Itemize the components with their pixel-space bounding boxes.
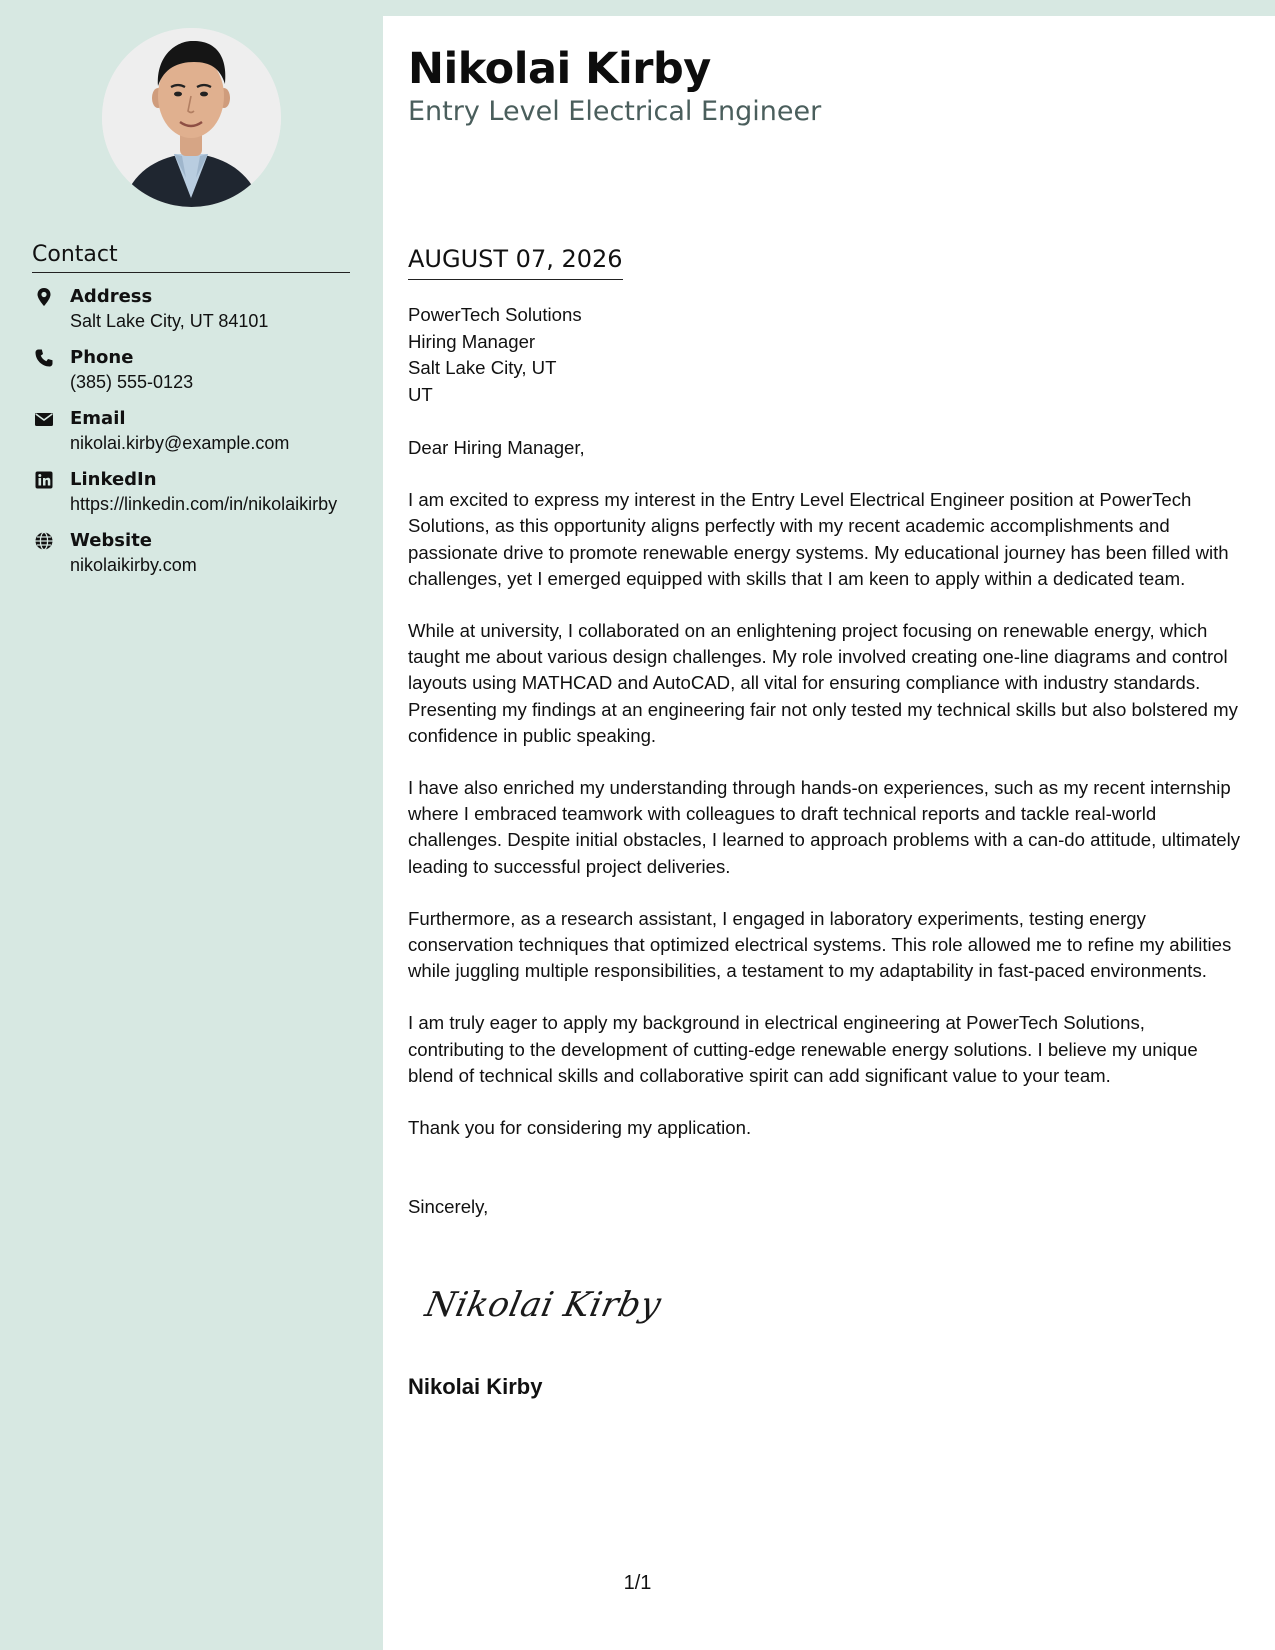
page-number: 1/1: [623, 1572, 652, 1594]
contact-label: Address: [70, 286, 153, 307]
recipient-block: [408, 302, 1243, 408]
contact-value[interactable]: https://linkedin.com/in/nikolaikirby: [70, 494, 338, 514]
paragraph: While at university, I collaborated on an enlightening project focusing on renewable energy, which taught me about various design challenges. My role involved creating one-line diagrams and control layouts using MATHCAD and AutoCAD, all vital for ensuring compliance with industry standards. Presenting my findings at an engineering fair not only tested my technical skills but also bolstered my confidence in public speaking.: [408, 620, 1238, 746]
contact-label: Email: [70, 408, 126, 429]
contact-item-linkedin: [32, 468, 352, 516]
paragraph: I have also enriched my understanding through hands-on experiences, such as my recent internship where I embraced teamwork with colleagues to draft technical reports and tackle real-world challenges. Despite initial obstacles, I learned to approach problems with a can-do attitude, ultimately leading to successful project deliveries.: [408, 777, 1241, 877]
paragraph: Furthermore, as a research assistant, I engaged in laboratory experiments, testing energy conservation techniques that optimized electrical systems. This role allowed me to refine my abilities while juggling multiple responsibilities, a testament to my adaptability in fast-paced environments.: [408, 907, 1232, 982]
handwritten-signature: Nikolai Kirby: [421, 1285, 665, 1325]
contact-item-phone: [32, 346, 352, 394]
contact-value: nikolai.kirby@example.com: [70, 433, 290, 453]
envelope-icon: [34, 409, 54, 429]
recipient-state: UT: [408, 383, 433, 405]
applicant-name: Nikolai Kirby: [408, 44, 711, 94]
applicant-role: Entry Level Electrical Engineer: [408, 96, 822, 127]
contact-label: Phone: [70, 347, 134, 368]
globe-icon: [34, 531, 54, 551]
linkedin-icon: [34, 470, 54, 490]
contact-item-email: [32, 407, 352, 455]
paragraph: I am truly eager to apply my background in electrical engineering at PowerTech Solutions, contributing to the development of cutting-edge renewable energy solutions. I believe my unique blend of technical skills and collaborative spirit can add significant value to your team.: [408, 1012, 1198, 1086]
letter-body: [408, 302, 1243, 1220]
contact-value[interactable]: nikolaikirby.com: [70, 555, 197, 575]
recipient-city: Salt Lake City, UT: [408, 357, 557, 378]
closing: Sincerely,: [408, 1196, 489, 1218]
contact-item-address: [32, 285, 352, 333]
phone-icon: [34, 348, 54, 368]
salutation: Dear Hiring Manager,: [408, 437, 585, 458]
map-pin-icon: [34, 287, 54, 307]
recipient-company: PowerTech Solutions: [408, 304, 582, 325]
letter-date: AUGUST 07, 2026: [408, 243, 623, 280]
paragraph: I am excited to express my interest in the Entry Level Electrical Engineer position at PowerTech Solutions, as this opportunity aligns perfectly with my recent academic accomplishments and passionate drive to promote renewable energy systems. My educational journey has been filled with challenges, yet I emerged equipped with skills that I am keen to apply within a dedicated team.: [408, 489, 1229, 589]
contact-item-website: [32, 529, 352, 577]
contact-label: LinkedIn: [70, 469, 157, 490]
recipient-title: Hiring Manager: [408, 330, 536, 352]
contact-value: (385) 555-0123: [70, 372, 194, 392]
contact-value: Salt Lake City, UT 84101: [70, 311, 269, 331]
contact-heading: Contact: [32, 240, 350, 273]
signed-name: Nikolai Kirby: [408, 1374, 543, 1399]
contact-list: [32, 285, 352, 590]
contact-label: Website: [70, 530, 153, 551]
profile-photo: [102, 28, 281, 207]
paragraph: Thank you for considering my application.: [408, 1117, 752, 1139]
